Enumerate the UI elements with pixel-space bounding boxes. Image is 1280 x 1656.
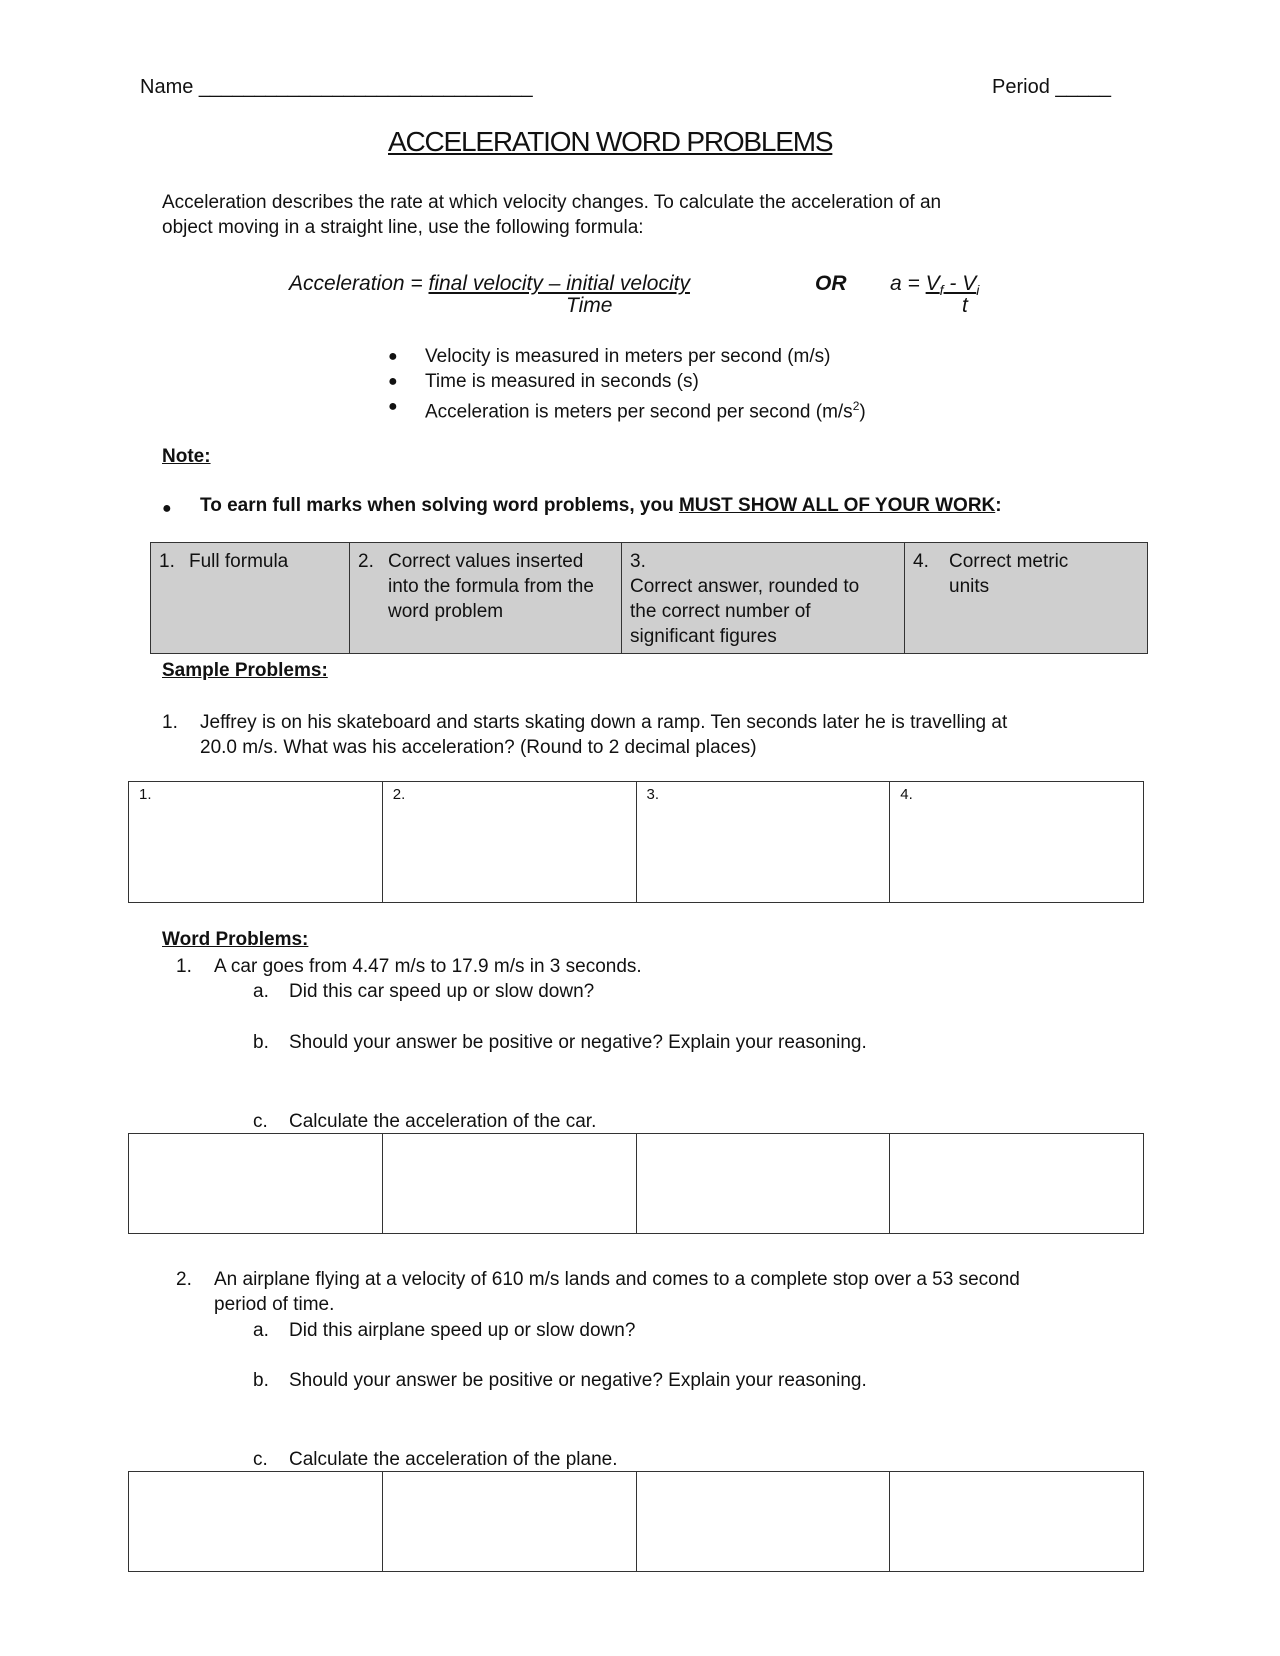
problem-1-a-text: Did this car speed up or slow down? [289, 981, 595, 1002]
criteria-text: Correct answer, rounded to the correct number of significant figures [630, 576, 860, 647]
page-title: ACCELERATION WORD PROBLEMS [388, 126, 833, 157]
formula-numerator: final velocity – initial velocity [428, 272, 690, 295]
problem-1-b-label: b. [253, 1032, 269, 1053]
problem-2-c-label: c. [253, 1449, 268, 1470]
bullet-dot: ● [388, 348, 398, 365]
units-close-paren: ) [859, 401, 866, 423]
acceleration-formula [289, 272, 690, 296]
short-formula-minus: - V [943, 272, 977, 295]
sample-answer-table [128, 781, 1144, 903]
problem-1-text: A car goes from 4.47 m/s to 17.9 m/s in 3 seconds. [214, 956, 642, 977]
answer-box[interactable] [382, 1472, 636, 1572]
criteria-cell-2 [350, 543, 622, 654]
problem-2-line-2: period of time. [214, 1294, 335, 1315]
problem-2-number: 2. [176, 1269, 192, 1290]
criteria-number: 3. [630, 551, 646, 572]
units-superscript: 2 [852, 399, 860, 413]
problem-2-answer-table [128, 1471, 1144, 1572]
intro-line-2: object moving in a straight line, use the following formula: [162, 217, 644, 238]
problem-1-a-label: a. [253, 981, 269, 1002]
answer-box[interactable]: 1. [129, 782, 383, 903]
problem-1-answer-table [128, 1133, 1144, 1234]
problem-1-c-text: Calculate the acceleration of the car. [289, 1111, 597, 1132]
answer-box[interactable] [636, 1472, 890, 1572]
problem-2-a-text: Did this airplane speed up or slow down? [289, 1320, 636, 1341]
problem-1-b-text: Should your answer be positive or negative? Explain your reasoning. [289, 1032, 867, 1053]
formula-or: OR [815, 272, 847, 295]
criteria-text: Full formula [189, 551, 289, 572]
problem-2-b-label: b. [253, 1370, 269, 1391]
note-emphasis: MUST SHOW ALL OF YOUR WORK [678, 495, 996, 516]
note-instruction [200, 493, 1002, 518]
answer-box[interactable] [382, 1134, 636, 1234]
criteria-cell-1 [151, 543, 350, 654]
formula-denominator: Time [566, 294, 613, 317]
sample-problem-number: 1. [162, 712, 178, 733]
sample-problem-line-1: Jeffrey is on his skateboard and starts skating down a ramp. Ten seconds later he is travelling at [200, 712, 1008, 733]
answer-box[interactable] [890, 1472, 1144, 1572]
bullet-dot: ● [388, 373, 398, 390]
criteria-number: 4. [913, 551, 929, 572]
word-problems-heading: Word Problems: [162, 929, 309, 950]
grading-criteria-table [150, 542, 1148, 654]
bullet-dot: ● [388, 398, 398, 415]
problem-1-number: 1. [176, 956, 192, 977]
criteria-text: Correct metric units [949, 551, 1069, 597]
short-formula-i-sub: i [976, 282, 980, 299]
answer-box[interactable]: 4. [890, 782, 1144, 903]
problem-2-c-text: Calculate the acceleration of the plane. [289, 1449, 618, 1470]
sample-problem-line-2: 20.0 m/s. What was his acceleration? (Round to 2 decimal places) [200, 737, 757, 758]
note-text-prefix: To earn full marks when solving word problems, you [200, 495, 679, 516]
criteria-number: 2. [358, 551, 374, 572]
answer-box[interactable] [890, 1134, 1144, 1234]
answer-box[interactable]: 2. [382, 782, 636, 903]
answer-box[interactable] [129, 1472, 383, 1572]
answer-box[interactable] [636, 1134, 890, 1234]
criteria-cell-3 [622, 543, 905, 654]
criteria-number: 1. [159, 551, 175, 572]
period-field-label: Period _____ [992, 76, 1111, 98]
criteria-cell-4 [905, 543, 1148, 654]
answer-box[interactable]: 3. [636, 782, 890, 903]
problem-2-b-text: Should your answer be positive or negative? Explain your reasoning. [289, 1370, 867, 1391]
problem-1-c-label: c. [253, 1111, 268, 1132]
sample-heading: Sample Problems: [162, 660, 328, 681]
name-field-label: Name ______________________________ [140, 76, 533, 98]
note-suffix: : [995, 495, 1002, 516]
short-formula-vf: V [925, 272, 940, 295]
bullet-dot: ● [162, 500, 172, 517]
note-heading: Note: [162, 446, 211, 467]
formula-lhs: Acceleration = [289, 272, 429, 295]
short-formula-lhs: a = [890, 272, 926, 295]
units-bullet-time: Time is measured in seconds (s) [425, 371, 699, 392]
units-bullet-acceleration-text: Acceleration is meters per second per second (m/s [425, 401, 853, 423]
criteria-text: Correct values inserted into the formula from the word problem [388, 551, 594, 622]
problem-2-line-1: An airplane flying at a velocity of 610 m/s lands and comes to a complete stop over a 53 second [214, 1269, 1020, 1290]
problem-2-a-label: a. [253, 1320, 269, 1341]
short-formula-denominator: t [962, 294, 968, 317]
units-bullet-acceleration [425, 394, 866, 424]
intro-line-1: Acceleration describes the rate at which velocity changes. To calculate the acceleration of an [162, 192, 942, 213]
short-formula-f-sub: f [939, 282, 944, 299]
units-bullet-velocity: Velocity is measured in meters per second (m/s) [425, 346, 831, 367]
answer-box[interactable] [129, 1134, 383, 1234]
